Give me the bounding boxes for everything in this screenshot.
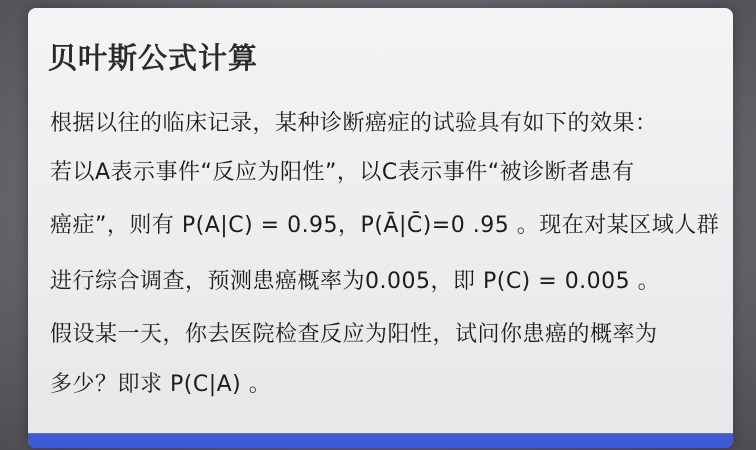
paragraph-line-1: 根据以往的临床记录，某种诊断癌症的试验具有如下的效果： (50, 111, 658, 136)
paragraph-line-2: 若以A表示事件“反应为阳性”，以C表示事件“被诊断者患有 (50, 160, 635, 185)
accent-bar (28, 433, 733, 448)
paragraph-line-4: 进行综合调查，预测患癌概率为0.005，即 P(C) = 0.005 。 (50, 269, 661, 294)
paragraph-line-3: 癌症”，则有 P(A|C) = 0.95，P(Ā|C̄)=0 .95 。现在对某区域人群 (50, 213, 720, 238)
slide-title: 贝叶斯公式计算 (48, 41, 259, 75)
slide-card (28, 8, 733, 448)
paragraph-line-5: 假设某一天，你去医院检查反应为阳性，试问你患癌的概率为 (50, 322, 658, 347)
paragraph-line-6: 多少？即求 P(C|A) 。 (50, 372, 272, 397)
